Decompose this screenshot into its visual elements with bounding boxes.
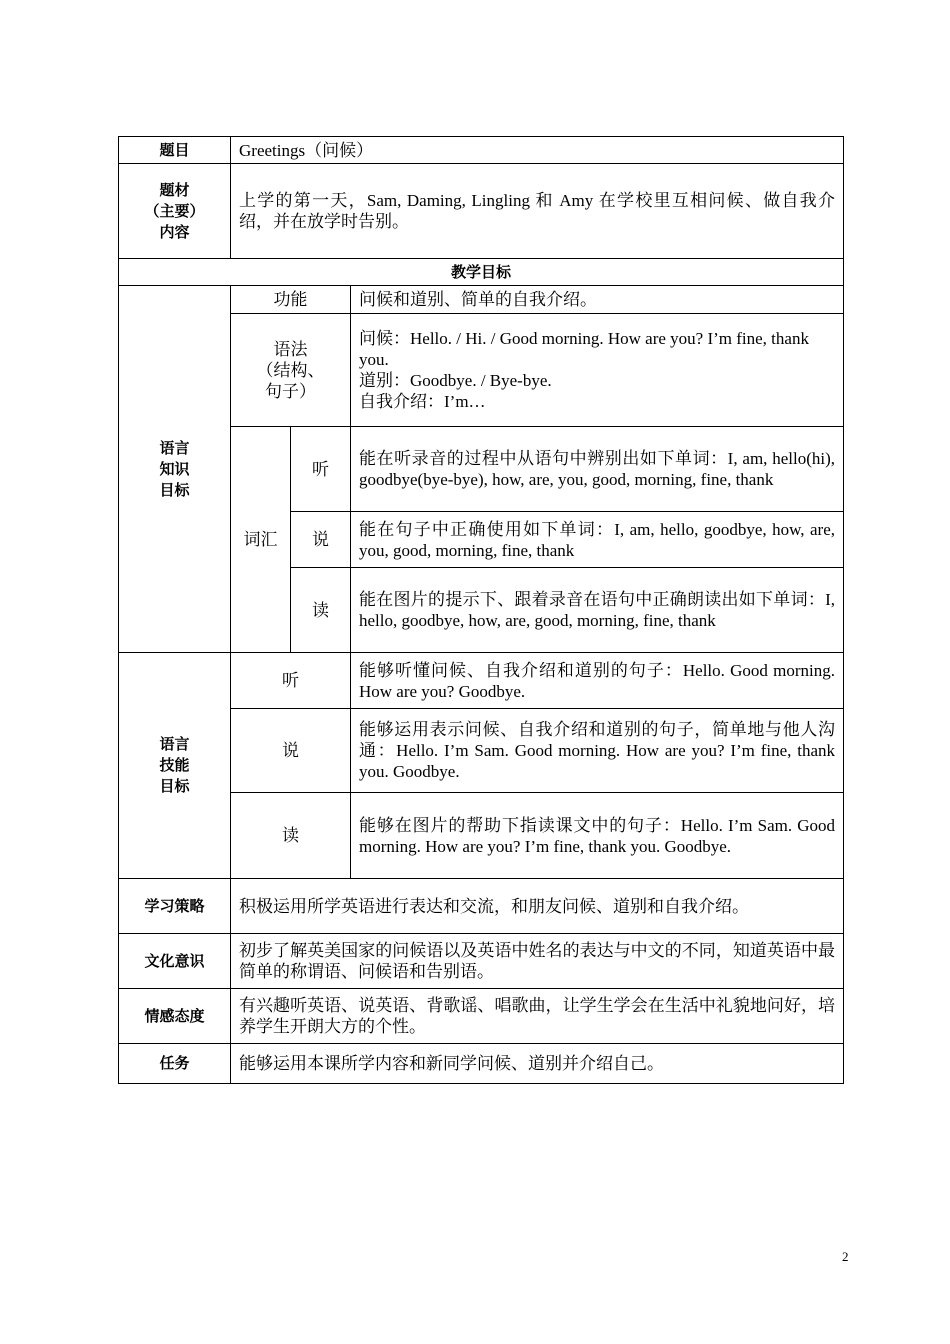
topic-row xyxy=(119,137,844,164)
grammar-label-line: （结构、 xyxy=(256,360,325,380)
culture-row xyxy=(119,934,844,989)
content-label-line: （主要） xyxy=(144,201,205,220)
topic-value: Greetings（问候） xyxy=(231,137,844,164)
attitude-row xyxy=(119,989,844,1044)
grammar-line: 问候：Hello. / Hi. / Good morning. How are you? I’m fine, thank you. xyxy=(359,329,809,369)
lesson-plan-table xyxy=(118,136,844,1084)
strategy-row xyxy=(119,879,844,934)
knowledge-label-line: 目标 xyxy=(159,480,190,499)
attitude-label: 情感态度 xyxy=(119,989,231,1044)
skills-listen-label: 听 xyxy=(231,653,351,709)
skills-speak-value: 能够运用表示问候、自我介绍和道别的句子，简单地与他人沟通：Hello. I’m Sam. Good morning. How are you? I’m fine, thank you. Goodbye. xyxy=(351,709,844,793)
knowledge-label-line: 语言 xyxy=(159,438,190,457)
skills-listen-row xyxy=(119,653,844,709)
knowledge-label xyxy=(119,286,231,653)
culture-value: 初步了解英美国家的问候语以及英语中姓名的表达与中文的不同，知道英语中最简单的称谓语、问候语和告别语。 xyxy=(231,934,844,989)
grammar-value xyxy=(351,314,844,427)
skills-label-line: 技能 xyxy=(159,756,190,774)
strategy-value: 积极运用所学英语进行表达和交流，和朋友问候、道别和自我介绍。 xyxy=(231,879,844,934)
vocab-listen-value: 能在听录音的过程中从语句中辨别出如下单词：I, am, hello(hi), goodbye(bye-bye), how, are, you, good, morning, fine, thank xyxy=(351,427,844,512)
content-value: 上学的第一天，Sam, Daming, Lingling 和 Amy 在学校里互相问候、做自我介绍，并在放学时告别。 xyxy=(231,164,844,259)
task-value: 能够运用本课所学内容和新同学问候、道别并介绍自己。 xyxy=(231,1044,844,1084)
skills-label-line: 目标 xyxy=(159,777,190,795)
function-value: 问候和道别、简单的自我介绍。 xyxy=(351,286,844,314)
function-row xyxy=(119,286,844,314)
content-row xyxy=(119,164,844,259)
content-label-line: 题材 xyxy=(159,180,190,199)
vocab-speak-label: 说 xyxy=(291,512,351,568)
content-label-line: 内容 xyxy=(159,222,190,241)
skills-speak-label: 说 xyxy=(231,709,351,793)
knowledge-label-line: 知识 xyxy=(159,459,190,478)
topic-label: 题目 xyxy=(119,137,231,164)
grammar-line: 自我介绍：I’m… xyxy=(359,392,486,411)
skills-label-line: 语言 xyxy=(159,735,190,753)
skills-read-value: 能够在图片的帮助下指读课文中的句子：Hello. I’m Sam. Good morning. How are you? I’m fine, thank you. Goodbye. xyxy=(351,793,844,879)
attitude-value: 有兴趣听英语、说英语、背歌谣、唱歌曲，让学生学会在生活中礼貌地问好，培养学生开朗大方的个性。 xyxy=(231,989,844,1044)
skills-listen-value: 能够听懂问候、自我介绍和道别的句子：Hello. Good morning. How are you? Goodbye. xyxy=(351,653,844,709)
page-number: 2 xyxy=(842,1249,849,1264)
objectives-header: 教学目标 xyxy=(119,259,844,286)
vocab-read-value: 能在图片的提示下、跟着录音在语句中正确朗读出如下单词：I, hello, goodbye, how, are, good, morning, fine, thank xyxy=(351,568,844,653)
vocab-label: 词汇 xyxy=(231,427,291,653)
grammar-label-line: 句子） xyxy=(265,381,316,401)
function-label: 功能 xyxy=(231,286,351,314)
culture-label: 文化意识 xyxy=(119,934,231,989)
skills-label xyxy=(119,653,231,879)
task-label: 任务 xyxy=(119,1044,231,1084)
grammar-label-line: 语法 xyxy=(273,339,308,359)
vocab-read-label: 读 xyxy=(291,568,351,653)
vocab-listen-label: 听 xyxy=(291,427,351,512)
grammar-line: 道别：Goodbye. / Bye-bye. xyxy=(359,371,552,390)
strategy-label: 学习策略 xyxy=(119,879,231,934)
task-row xyxy=(119,1044,844,1084)
content-label xyxy=(119,164,231,259)
skills-read-label: 读 xyxy=(231,793,351,879)
objectives-header-row xyxy=(119,259,844,286)
vocab-speak-value: 能在句子中正确使用如下单词：I, am, hello, goodbye, how, are, you, good, morning, fine, thank xyxy=(351,512,844,568)
grammar-label xyxy=(231,314,351,427)
